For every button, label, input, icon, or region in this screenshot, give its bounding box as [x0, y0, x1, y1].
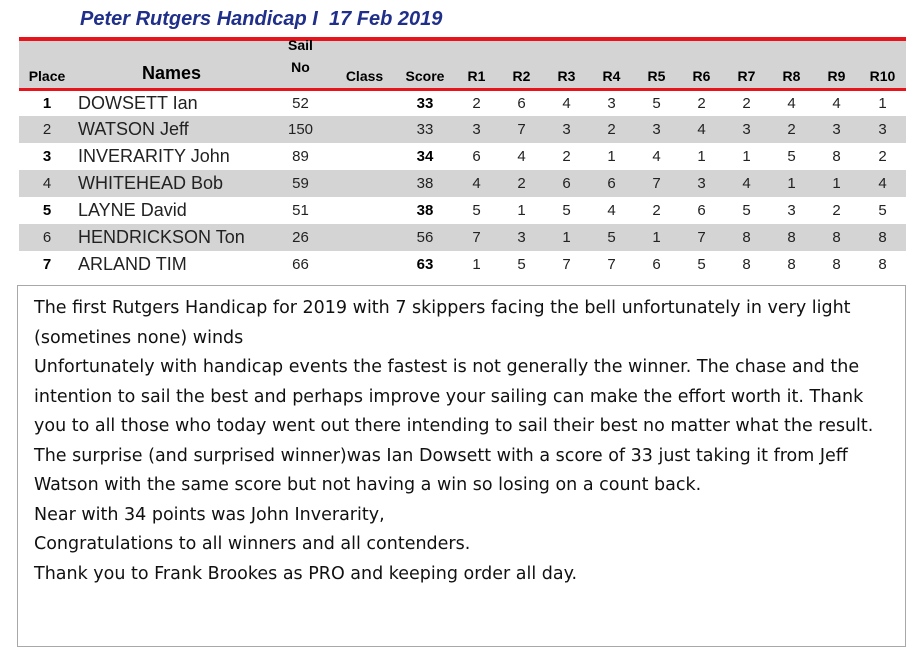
- header-names: Names: [75, 39, 268, 89]
- cell-sail-no: 26: [268, 224, 333, 251]
- cell-r7: 8: [724, 224, 769, 251]
- cell-r1: 5: [472, 202, 481, 219]
- cell-r1: 4: [454, 170, 499, 197]
- cell-r3: 5: [562, 202, 571, 219]
- cell-r2: 4: [517, 148, 526, 165]
- cell-r7: 4: [724, 170, 769, 197]
- cell-r1: 6: [472, 148, 481, 165]
- table-row: [19, 224, 906, 251]
- cell-r2: 5: [517, 256, 526, 273]
- cell-score: 56: [396, 224, 454, 251]
- cell-r7: 8: [742, 256, 751, 273]
- table-row: [19, 170, 906, 197]
- cell-r2: 1: [517, 202, 526, 219]
- cell-r2: 7: [499, 116, 544, 143]
- cell-place: 2: [19, 116, 75, 143]
- header-r8: R8: [769, 39, 814, 89]
- cell-place: 5: [42, 202, 52, 219]
- results-table: [19, 37, 906, 278]
- cell-r8: 8: [787, 256, 796, 273]
- cell-name: WHITEHEAD Bob: [75, 170, 268, 197]
- cell-r5: 2: [652, 202, 661, 219]
- cell-r7: 5: [742, 202, 751, 219]
- table-row: [19, 89, 906, 116]
- cell-name: LAYNE David: [78, 200, 187, 220]
- cell-r6: 5: [697, 256, 706, 273]
- cell-r1: 1: [472, 256, 481, 273]
- cell-r6: 2: [697, 94, 706, 112]
- cell-r9: 8: [832, 256, 841, 273]
- cell-sail-no: 51: [292, 202, 309, 219]
- cell-r5: 4: [652, 148, 661, 165]
- header-r10: R10: [859, 39, 906, 89]
- cell-r4: 5: [589, 224, 634, 251]
- cell-r1: 3: [454, 116, 499, 143]
- cell-class: [333, 224, 396, 251]
- cell-name: ARLAND TIM: [78, 254, 187, 274]
- cell-place: 3: [42, 148, 52, 165]
- header-r4: R4: [589, 39, 634, 89]
- cell-r5: 6: [652, 256, 661, 273]
- cell-class: [333, 143, 396, 170]
- report-paragraph: The surprise (and surprised winner)was Ian Dowsett with a score of 33 just taking it from Jeff Watson with the same score but not having a win so losing on a count back.: [34, 445, 848, 495]
- report-paragraph: Near with 34 points was John Inverarity,: [34, 504, 385, 525]
- cell-r10: 8: [878, 256, 887, 273]
- cell-r8: 3: [787, 202, 796, 219]
- header-r3: R3: [544, 39, 589, 89]
- cell-name: INVERARITY John: [78, 146, 230, 166]
- cell-r8: 4: [787, 94, 796, 112]
- cell-r4: 1: [607, 148, 616, 165]
- cell-r4: 4: [607, 202, 616, 219]
- cell-r6: 7: [679, 224, 724, 251]
- race-report-box: [17, 285, 906, 647]
- cell-place: 7: [42, 256, 52, 273]
- cell-r2: 6: [517, 94, 526, 112]
- cell-r5: 5: [652, 94, 661, 112]
- cell-r4: 6: [589, 170, 634, 197]
- cell-sail-no: 52: [292, 94, 309, 112]
- header-sail-line2: No: [291, 59, 310, 75]
- header-class: Class: [333, 39, 396, 89]
- header-score: Score: [396, 39, 454, 89]
- cell-r3: 7: [562, 256, 571, 273]
- table-row: [19, 143, 906, 170]
- cell-r3: 4: [562, 94, 571, 112]
- header-r6: R6: [679, 39, 724, 89]
- page-title: Peter Rutgers Handicap I 17 Feb 2019: [80, 8, 443, 30]
- cell-score: 38: [396, 170, 454, 197]
- cell-sail-no: 59: [268, 170, 333, 197]
- cell-r7: 3: [724, 116, 769, 143]
- cell-class: [333, 116, 396, 143]
- table-row: [19, 116, 906, 143]
- cell-class: [333, 197, 396, 224]
- cell-score: 63: [416, 256, 434, 273]
- cell-r6: 4: [679, 116, 724, 143]
- header-r1: R1: [454, 39, 499, 89]
- cell-score: 33: [396, 116, 454, 143]
- report-paragraph: Thank you to Frank Brookes as PRO and keeping order all day.: [34, 563, 578, 584]
- cell-r9: 1: [814, 170, 859, 197]
- cell-r6: 1: [697, 148, 706, 165]
- cell-r4: 3: [607, 94, 616, 112]
- cell-r3: 1: [544, 224, 589, 251]
- cell-r7: 2: [742, 94, 751, 112]
- header-r7: R7: [724, 39, 769, 89]
- header-place: Place: [19, 39, 75, 89]
- cell-score: 38: [416, 202, 434, 219]
- cell-r8: 2: [769, 116, 814, 143]
- cell-name: DOWSETT Ian: [78, 92, 198, 113]
- cell-r1: 7: [454, 224, 499, 251]
- cell-r10: 4: [859, 170, 906, 197]
- cell-r10: 2: [878, 148, 887, 165]
- cell-r9: 2: [832, 202, 841, 219]
- cell-r5: 1: [634, 224, 679, 251]
- cell-sail-no: 66: [292, 256, 309, 273]
- cell-r3: 6: [544, 170, 589, 197]
- cell-r9: 3: [814, 116, 859, 143]
- cell-r4: 7: [607, 256, 616, 273]
- cell-r1: 2: [472, 94, 481, 112]
- cell-r9: 8: [814, 224, 859, 251]
- cell-r6: 3: [679, 170, 724, 197]
- cell-r8: 5: [787, 148, 796, 165]
- cell-sail-no: 89: [292, 148, 309, 165]
- cell-place: 4: [19, 170, 75, 197]
- cell-r8: 1: [769, 170, 814, 197]
- cell-r2: 2: [499, 170, 544, 197]
- cell-r2: 3: [499, 224, 544, 251]
- header-r2: R2: [499, 39, 544, 89]
- header-sail-line1: Sail: [288, 37, 313, 53]
- cell-r4: 2: [589, 116, 634, 143]
- cell-name: WATSON Jeff: [75, 116, 268, 143]
- cell-r3: 2: [562, 148, 571, 165]
- cell-r6: 6: [697, 202, 706, 219]
- cell-sail-no: 150: [268, 116, 333, 143]
- table-header-row: [19, 39, 906, 89]
- cell-r10: 1: [878, 94, 887, 112]
- cell-class: [333, 251, 396, 278]
- header-r9: R9: [814, 39, 859, 89]
- table-row: [19, 251, 906, 278]
- cell-r3: 3: [544, 116, 589, 143]
- cell-r5: 3: [634, 116, 679, 143]
- cell-place: 6: [19, 224, 75, 251]
- cell-place: 1: [42, 94, 52, 112]
- table-row: [19, 197, 906, 224]
- cell-r9: 4: [832, 94, 841, 112]
- cell-class: [333, 89, 396, 116]
- report-paragraph: The first Rutgers Handicap for 2019 with 7 skippers facing the bell unfortunately in very light (sometines none) winds: [34, 298, 851, 348]
- cell-r10: 8: [859, 224, 906, 251]
- cell-r7: 1: [742, 148, 751, 165]
- cell-score: 33: [416, 94, 434, 112]
- header-r5: R5: [634, 39, 679, 89]
- cell-r5: 7: [634, 170, 679, 197]
- cell-r10: 3: [859, 116, 906, 143]
- cell-class: [333, 170, 396, 197]
- report-paragraph: Unfortunately with handicap events the fastest is not generally the winner. The chase and the intention to sail the best and perhaps improve your sailing can make the effort worth it. Thank you to all those who today went out there intending to sail their best no matter what the result.: [34, 357, 874, 436]
- cell-score: 34: [416, 148, 434, 165]
- header-sail-no: [268, 39, 333, 89]
- cell-name: HENDRICKSON Ton: [75, 224, 268, 251]
- report-paragraph: Congratulations to all winners and all contenders.: [34, 534, 471, 554]
- cell-r8: 8: [769, 224, 814, 251]
- cell-r9: 8: [832, 148, 841, 165]
- cell-r10: 5: [878, 202, 887, 219]
